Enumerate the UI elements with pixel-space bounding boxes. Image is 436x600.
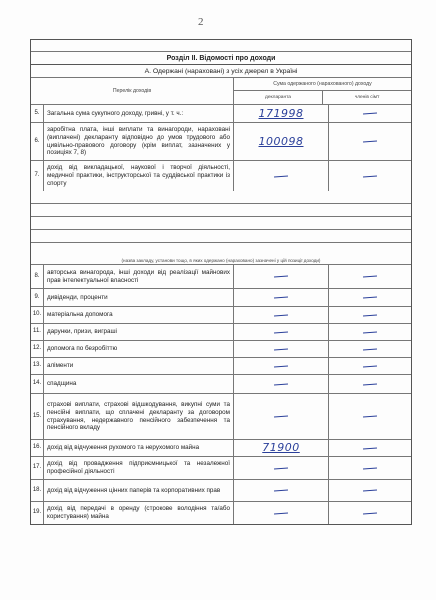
page-number: 2 bbox=[198, 16, 204, 28]
declarant-amount[interactable] bbox=[234, 358, 329, 374]
handwritten-dash bbox=[274, 175, 288, 177]
income-row bbox=[31, 341, 411, 358]
row-number: 12. bbox=[31, 341, 44, 357]
institution-note: (назва закладу, установи тощо, в яких одержано (нараховано) зазначені у цій позиції доходи) bbox=[31, 256, 411, 265]
handwritten-dash bbox=[363, 383, 377, 385]
family-amount[interactable] bbox=[329, 341, 411, 357]
family-amount[interactable] bbox=[329, 161, 411, 191]
row-number: 7. bbox=[31, 161, 44, 191]
declarant-amount[interactable] bbox=[234, 341, 329, 357]
family-amount[interactable] bbox=[329, 457, 411, 479]
family-amount[interactable] bbox=[329, 440, 411, 456]
header-income-list: Перелік доходів bbox=[31, 78, 234, 104]
row-description: дохід від провадження підприємницької та незалежної професійної діяльності bbox=[44, 457, 234, 479]
income-row bbox=[31, 502, 411, 524]
income-row bbox=[31, 375, 411, 394]
handwritten-dash bbox=[363, 512, 377, 514]
row-description: допомога по безробіттю bbox=[44, 341, 234, 357]
handwritten-dash bbox=[363, 276, 377, 278]
family-amount[interactable] bbox=[329, 289, 411, 306]
handwritten-amount: 171998 bbox=[258, 106, 304, 120]
row-number: 9. bbox=[31, 289, 44, 306]
income-items-top bbox=[31, 105, 411, 191]
row-number: 16. bbox=[31, 440, 44, 456]
income-row bbox=[31, 123, 411, 161]
row-number: 17. bbox=[31, 457, 44, 479]
handwritten-amount: 71900 bbox=[262, 441, 300, 455]
row-description: авторська винагорода, інші доходи від реалізації майнових прав інтелектуальної власності bbox=[44, 265, 234, 288]
declarant-amount[interactable] bbox=[234, 394, 329, 439]
handwritten-dash bbox=[274, 467, 288, 469]
declarant-amount[interactable] bbox=[234, 123, 329, 160]
declarant-amount[interactable] bbox=[234, 289, 329, 306]
income-row bbox=[31, 457, 411, 480]
handwritten-dash bbox=[363, 348, 377, 350]
row-number: 13. bbox=[31, 358, 44, 374]
family-amount[interactable] bbox=[329, 358, 411, 374]
row-description: страхові виплати, страхові відшкодування, викупні суми та пенсійні виплати, що сплачені декларанту за договором страхування, недержавного пенсійного забезпечення та пенсійного вкладу bbox=[44, 394, 234, 439]
handwritten-dash bbox=[274, 348, 288, 350]
row-number: 15. bbox=[31, 394, 44, 439]
row-description: матеріальна допомога bbox=[44, 307, 234, 323]
family-amount[interactable] bbox=[329, 307, 411, 323]
income-row bbox=[31, 440, 411, 457]
declarant-amount[interactable] bbox=[234, 480, 329, 501]
handwritten-dash bbox=[363, 447, 377, 449]
income-row bbox=[31, 161, 411, 191]
row-description: дохід від відчуження цінних паперів та корпоративних прав bbox=[44, 480, 234, 501]
declarant-amount[interactable] bbox=[234, 457, 329, 479]
handwritten-dash bbox=[363, 141, 377, 143]
blank-line[interactable] bbox=[31, 217, 411, 230]
income-row bbox=[31, 307, 411, 324]
handwritten-dash bbox=[363, 297, 377, 299]
row-description: дохід від викладацької, наукової і творчої діяльності, медичної практики, інструкторської та суддівської практики із спорту bbox=[44, 161, 234, 191]
income-row bbox=[31, 394, 411, 440]
row-description: дивіденди, проценти bbox=[44, 289, 234, 306]
handwritten-dash bbox=[363, 314, 377, 316]
header-declarant: декларанта bbox=[234, 91, 323, 104]
handwritten-dash bbox=[274, 416, 288, 418]
handwritten-dash bbox=[363, 416, 377, 418]
declarant-amount[interactable] bbox=[234, 502, 329, 524]
handwritten-dash bbox=[274, 331, 288, 333]
declarant-amount[interactable] bbox=[234, 105, 329, 122]
row-description: Загальна сума сукупного доходу, гривні, у т. ч.: bbox=[44, 105, 234, 122]
row-description: дохід від передачі в оренду (строкове володіння та/або користування) майна bbox=[44, 502, 234, 524]
row-number: 6. bbox=[31, 123, 44, 160]
row-number: 10. bbox=[31, 307, 44, 323]
handwritten-dash bbox=[363, 175, 377, 177]
blank-line[interactable] bbox=[31, 243, 411, 256]
row-number: 11. bbox=[31, 324, 44, 340]
income-form bbox=[30, 39, 412, 525]
family-amount[interactable] bbox=[329, 123, 411, 160]
declarant-amount[interactable] bbox=[234, 161, 329, 191]
blank-line[interactable] bbox=[31, 204, 411, 217]
income-row bbox=[31, 324, 411, 341]
family-amount[interactable] bbox=[329, 480, 411, 501]
income-row bbox=[31, 480, 411, 502]
table-header bbox=[31, 78, 411, 105]
handwritten-dash bbox=[274, 365, 288, 367]
family-amount[interactable] bbox=[329, 105, 411, 122]
row-number: 18. bbox=[31, 480, 44, 501]
handwritten-dash bbox=[363, 490, 377, 492]
family-amount[interactable] bbox=[329, 375, 411, 393]
income-row bbox=[31, 289, 411, 307]
row-number: 19. bbox=[31, 502, 44, 524]
handwritten-dash bbox=[363, 113, 377, 115]
handwritten-dash bbox=[274, 490, 288, 492]
income-items-bottom bbox=[31, 265, 411, 524]
income-row bbox=[31, 358, 411, 375]
income-row bbox=[31, 265, 411, 289]
family-amount[interactable] bbox=[329, 394, 411, 439]
declarant-amount[interactable] bbox=[234, 440, 329, 456]
handwritten-dash bbox=[274, 383, 288, 385]
blank-line[interactable] bbox=[31, 191, 411, 204]
row-number: 14. bbox=[31, 375, 44, 393]
handwritten-dash bbox=[274, 314, 288, 316]
family-amount[interactable] bbox=[329, 324, 411, 340]
family-amount[interactable] bbox=[329, 502, 411, 524]
handwritten-amount: 100098 bbox=[258, 134, 304, 148]
blank-line[interactable] bbox=[31, 230, 411, 243]
declarant-amount[interactable] bbox=[234, 307, 329, 323]
handwritten-dash bbox=[274, 297, 288, 299]
declarant-amount[interactable] bbox=[234, 265, 329, 288]
income-row bbox=[31, 105, 411, 123]
row-description: аліменти bbox=[44, 358, 234, 374]
header-family: членів сім'ї bbox=[354, 94, 380, 100]
handwritten-dash bbox=[363, 467, 377, 469]
handwritten-dash bbox=[363, 365, 377, 367]
handwritten-dash bbox=[363, 331, 377, 333]
handwritten-dash bbox=[274, 512, 288, 514]
header-income-sum: Сума одержаного (нарахованого) доходу bbox=[234, 78, 411, 91]
declarant-amount[interactable] bbox=[234, 375, 329, 393]
row-number: 8. bbox=[31, 265, 44, 288]
section-subtitle: А. Одержані (нараховані) з усіх джерел в Україні bbox=[31, 65, 411, 78]
row-description: заробітна плата, інші виплати та винагороди, нараховані (виплачені) декларанту відповідно до умов трудового або цивільно-правового договору (крім виплат, зазначених у позиціях 7, 8) bbox=[44, 123, 234, 160]
institution-blank-rows bbox=[31, 191, 411, 256]
row-description: спадщина bbox=[44, 375, 234, 393]
handwritten-dash bbox=[274, 276, 288, 278]
row-description: дохід від відчуження рухомого та нерухомого майна bbox=[44, 440, 234, 456]
declarant-amount[interactable] bbox=[234, 324, 329, 340]
row-number: 5. bbox=[31, 105, 44, 122]
family-amount[interactable] bbox=[329, 265, 411, 288]
row-description: дарунки, призи, виграші bbox=[44, 324, 234, 340]
section-title: Розділ ІІ. Відомості про доходи bbox=[31, 52, 411, 65]
top-blank-row bbox=[31, 40, 411, 52]
